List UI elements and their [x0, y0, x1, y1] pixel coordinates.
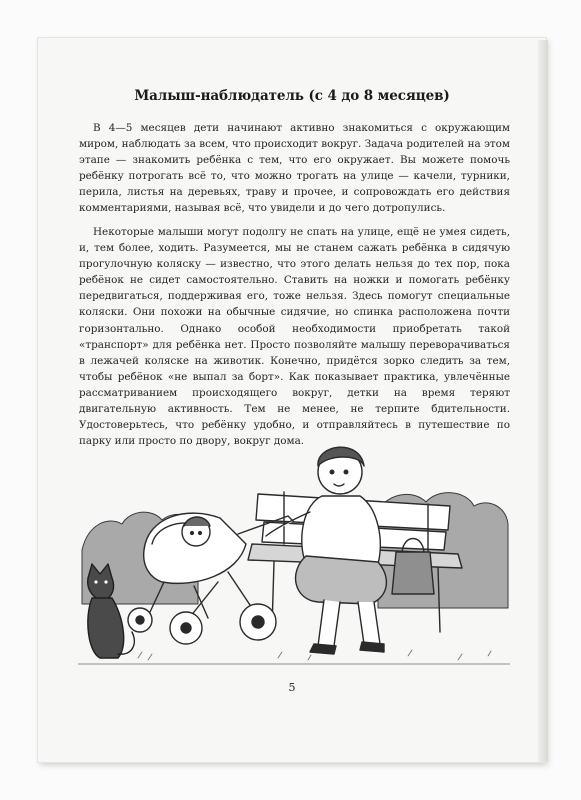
page-edge — [538, 40, 548, 762]
ground — [78, 650, 510, 664]
page-number: 5 — [288, 681, 296, 694]
paragraph-2: Некоторые малыши могут подолгу не спать на улице, ещё не умея сидеть, и, тем более, ходить. Разумеется, мы не станем сажать ребёнка в сидячую прогулочную коляску — известно, что этого делать нельзя до тех пор, пока ребёнок не сидет самостоятельно. Ставить на ножки и помогать ребёнку передвигаться, поддерживая его, тоже нельзя. Здесь помогут специальные коляски. Они похожи на обычные сидячие, но спинка расположена почти горизонтально. Однако особой необходимости приобретать такой «транспорт» для ребёнка нет. Просто позволяйте малышу переворачиваться в лежачей коляске на животик. Конечно, придётся зорко следить за тем, чтобы ребёнок «не выпал за борт». Как показывает практика, увлечённые рассматриванием происходящего вокруг, детки на время теряют двигательную активность. Тем не менее, не терпите бдительности. Удостоверьтесь, что ребёнку удобно, и отправляйтесь в путешествие по парку или просто по двору, вокруг дома. — [79, 226, 510, 448]
baby — [182, 517, 210, 546]
illustration — [78, 432, 510, 674]
page-title: Малыш-наблюдатель (с 4 до 8 месяцев) — [134, 88, 450, 104]
paragraph-1: В 4—5 месяцев дети начинают активно знакомиться с окружающим миром, наблюдать за всем, что происходит вокруг. Задача родителей на этом этапе — знакомить ребёнка с тем, что его окружает. Вы можете помочь ребёнку потрогать всё то, что можно трогать на улице — качели, турники, перила, листья на деревьях, траву и прочее, и сопровождать его действия комментариями, называя всё, что увидели и до чего дотропулись. — [79, 122, 510, 215]
